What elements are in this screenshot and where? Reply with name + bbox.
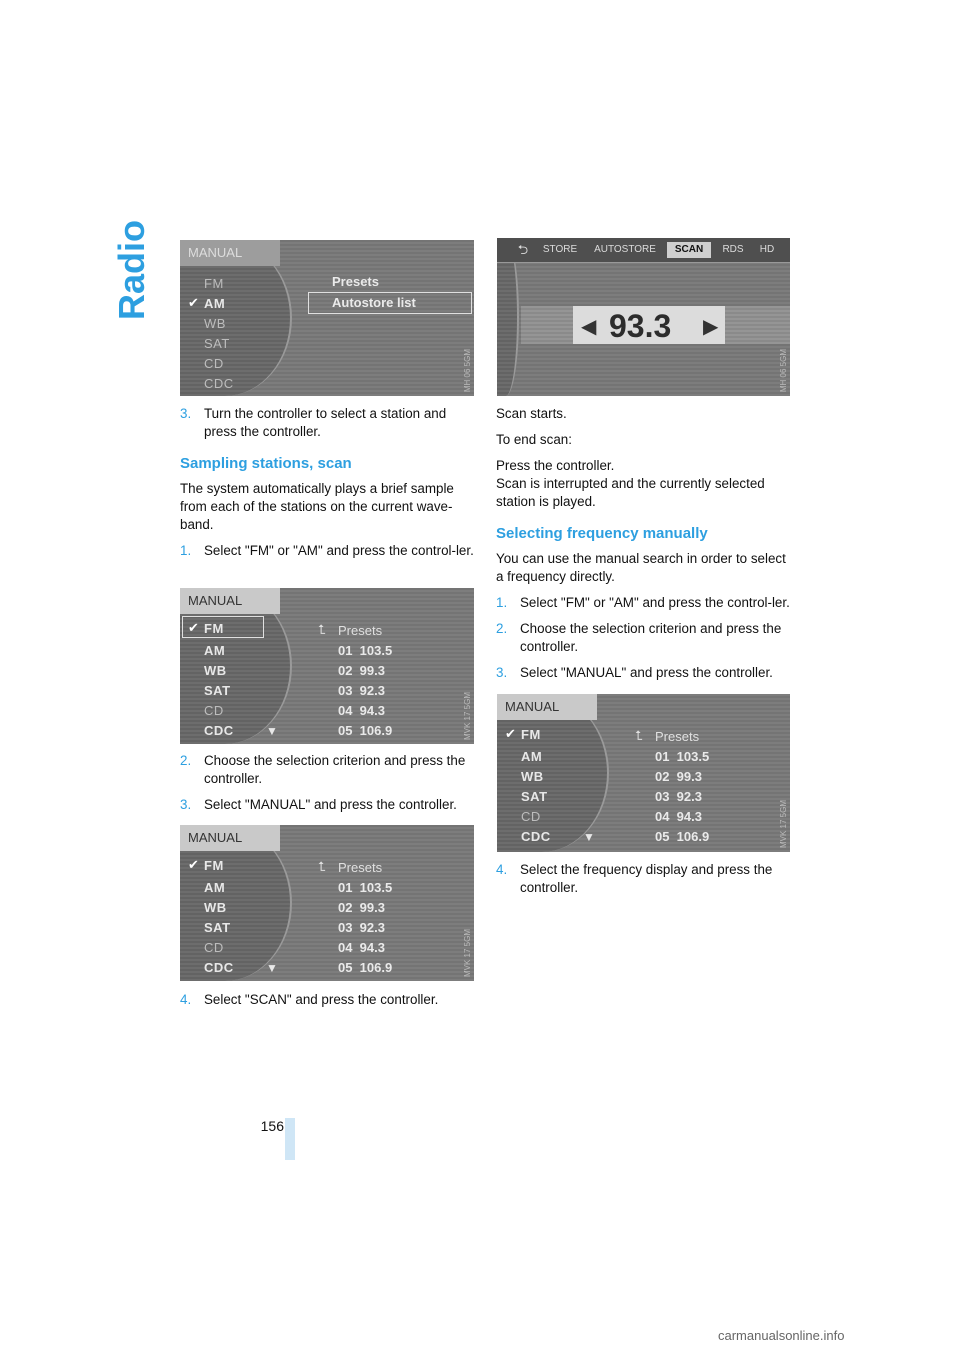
section-heading: Sampling stations, scan [180, 455, 352, 472]
screen-scan [497, 238, 790, 396]
preset-item: 05 106.9 [338, 960, 393, 975]
step [180, 796, 474, 814]
step [496, 594, 790, 612]
left-column-bottom [180, 991, 474, 1017]
preset-item: 01 103.5 [338, 643, 393, 658]
back-icon: ⮤ [318, 622, 326, 637]
image-code: MH 06 5GM [463, 348, 472, 392]
hd-button: HD [759, 244, 775, 255]
screen-manual-list [180, 588, 474, 744]
presets-label: Presets [655, 729, 700, 744]
arrow-left-icon: ◀ [581, 316, 597, 338]
step-number: 4. [496, 862, 508, 877]
menu-item-cdc: CDC [204, 960, 234, 975]
step-text: Select "FM" or "AM" and press the control-ler. [520, 595, 790, 610]
menu-item-cd: CD [204, 703, 224, 718]
step-text: Select "FM" or "AM" and press the control-ler. [204, 543, 474, 558]
paragraph: The system automatically plays a brief sample from each of the stations on the current wave-band. [180, 481, 454, 532]
rds-button: RDS [722, 244, 744, 255]
paragraph: Scan starts. [496, 406, 567, 421]
step [180, 752, 474, 788]
image-code: MVK 17 5GM [779, 799, 788, 848]
menu-item-am: AM [204, 880, 226, 895]
menu-item-cdc: CDC [204, 376, 234, 391]
step [180, 542, 474, 560]
back-icon: ⮤ [635, 728, 643, 743]
menu-item-autostore-list: Autostore list [332, 295, 416, 310]
preset-item: 04 94.3 [338, 703, 385, 718]
menu-item-cd: CD [204, 356, 224, 371]
step-number: 3. [496, 665, 508, 680]
step-text: Select the frequency display and press the controller. [520, 862, 773, 895]
step-text: Choose the selection criterion and press the controller. [204, 753, 466, 786]
menu-item-am: AM [204, 643, 226, 658]
preset-item: 05 106.9 [655, 829, 710, 844]
arrow-down-icon: ▼ [266, 961, 278, 975]
screen-header: MANUAL [180, 588, 280, 614]
step-number: 3. [180, 797, 192, 812]
step-number: 1. [496, 595, 508, 610]
preset-item: 02 99.3 [338, 663, 385, 678]
preset-item: 03 92.3 [338, 920, 385, 935]
step [496, 664, 790, 682]
paragraph: To end scan: [496, 432, 572, 447]
right-column-top [496, 405, 790, 690]
step-number: 3. [180, 406, 192, 421]
left-column-top [180, 405, 474, 568]
image-code: MVK 17 5GM [463, 928, 472, 977]
menu-item-am: AM [204, 296, 226, 311]
step [180, 405, 474, 441]
screen-header: MANUAL [497, 694, 597, 720]
menu-item-fm: FM [204, 858, 224, 873]
arrow-down-icon: ▼ [266, 724, 278, 738]
preset-item: 05 106.9 [338, 723, 393, 738]
step-number: 4. [180, 992, 192, 1007]
menu-item-sat: SAT [521, 789, 548, 804]
store-button: STORE [542, 244, 578, 255]
image-code: MH 06 5GM [779, 348, 788, 392]
step-text: Select "MANUAL" and press the controller. [204, 797, 457, 812]
preset-item: 02 99.3 [338, 900, 385, 915]
frequency-display: 93.3 [609, 308, 672, 344]
menu-item-cd: CD [204, 940, 224, 955]
screen-manual-list [497, 694, 790, 852]
menu-item-am: AM [521, 749, 543, 764]
presets-label: Presets [338, 623, 383, 638]
preset-item: 04 94.3 [655, 809, 702, 824]
paragraph: Press the controller. [496, 458, 615, 473]
step [180, 991, 474, 1009]
section-title: Radio [111, 219, 152, 320]
paragraph: You can use the manual search in order to select a frequency directly. [496, 551, 786, 584]
step-text: Select "MANUAL" and press the controller. [520, 665, 773, 680]
menu-item-cdc: CDC [204, 723, 234, 738]
arrow-down-icon: ▼ [583, 830, 595, 844]
preset-item: 04 94.3 [338, 940, 385, 955]
menu-item-fm: FM [204, 621, 224, 636]
back-icon: ⮌ [517, 242, 529, 257]
menu-item-cd: CD [521, 809, 541, 824]
preset-item: 02 99.3 [655, 769, 702, 784]
step-text: Turn the controller to select a station and press the controller. [204, 406, 447, 439]
preset-item: 01 103.5 [655, 749, 710, 764]
menu-item-fm: FM [521, 727, 541, 742]
step-text: Select "SCAN" and press the controller. [204, 992, 439, 1007]
step-number: 1. [180, 543, 192, 558]
menu-item-sat: SAT [204, 683, 231, 698]
autostore-button: AUTOSTORE [594, 244, 656, 255]
menu-item-wb: WB [204, 663, 227, 678]
step-text: Choose the selection criterion and press the controller. [520, 621, 782, 654]
check-icon: ✔ [188, 295, 199, 310]
menu-item-presets: Presets [332, 274, 379, 289]
footer-watermark: carmanualsonline.info [718, 1328, 845, 1343]
step [496, 861, 790, 897]
menu-item-sat: SAT [204, 920, 231, 935]
page-number: 156 [260, 1118, 284, 1134]
image-code: MVK 17 5GM [463, 691, 472, 740]
arrow-right-icon: ▶ [703, 316, 719, 338]
step-number: 2. [496, 621, 508, 636]
menu-item-wb: WB [204, 316, 226, 331]
screen-header: MANUAL [180, 240, 280, 266]
preset-item: 03 92.3 [338, 683, 385, 698]
check-icon: ✔ [505, 726, 516, 741]
preset-item: 03 92.3 [655, 789, 702, 804]
step [496, 620, 790, 656]
paragraph: Scan is interrupted and the currently selected station is played. [496, 476, 765, 509]
screen-manual-list [180, 825, 474, 981]
left-column-middle [180, 752, 474, 822]
scan-button: SCAN [667, 242, 711, 258]
back-icon: ⮤ [318, 859, 326, 874]
menu-item-wb: WB [204, 900, 227, 915]
section-heading: Selecting frequency manually [496, 525, 708, 542]
presets-label: Presets [338, 860, 383, 875]
step-number: 2. [180, 753, 192, 768]
menu-item-wb: WB [521, 769, 544, 784]
check-icon: ✔ [188, 857, 199, 872]
menu-item-fm: FM [204, 276, 224, 291]
page-marker-bar [285, 1118, 295, 1160]
screen-autostore [180, 240, 474, 396]
right-column-bottom [496, 861, 790, 905]
menu-item-sat: SAT [204, 336, 230, 351]
preset-item: 01 103.5 [338, 880, 393, 895]
menu-item-cdc: CDC [521, 829, 551, 844]
check-icon: ✔ [188, 620, 199, 635]
screen-header: MANUAL [180, 825, 280, 851]
